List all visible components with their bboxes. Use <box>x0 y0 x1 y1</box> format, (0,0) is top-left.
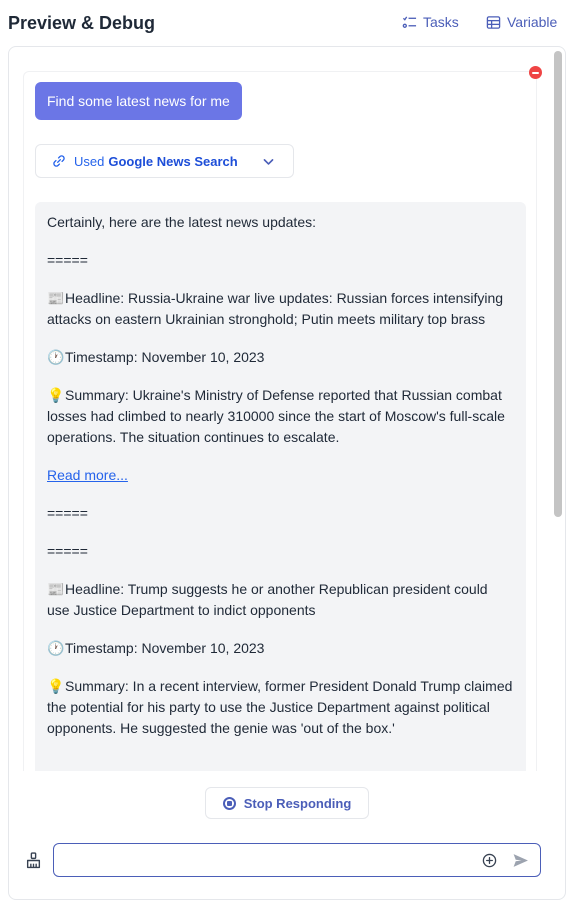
news-timestamp <box>47 347 514 368</box>
remove-icon[interactable] <box>529 66 542 79</box>
assistant-message <box>35 202 526 771</box>
stop-responding-button[interactable] <box>205 787 369 819</box>
variable-button[interactable] <box>486 14 557 30</box>
news-summary <box>47 676 514 739</box>
headline-text: Headline: Trump suggests he or another Republican president could use Justice Department to indict opponents <box>47 581 488 618</box>
response-intro: Certainly, here are the latest news updates: <box>47 214 317 230</box>
summary-text: Summary: Ukraine's Ministry of Defense reported that Russian combat losses had climbed to nearly 310000 since the start of Moscow's full-scale operations. The situation continues to escalate. <box>47 387 505 445</box>
stop-label: Stop Responding <box>243 795 352 811</box>
summary-text: Summary: In a recent interview, former President Donald Trump claimed the potential for his party to use the Justice Department against political opponents. He suggested the genie was 'out of the box.' <box>47 678 513 736</box>
scrollbar-thumb[interactable] <box>554 51 562 517</box>
tool-usage-toggle[interactable] <box>35 144 294 178</box>
conversation-area <box>23 71 537 771</box>
lightbulb-icon: 💡 <box>47 387 65 403</box>
separator: ===== <box>47 252 88 268</box>
tool-name: Google News Search <box>108 153 238 169</box>
message-input-box[interactable] <box>53 843 541 877</box>
chevron-down-icon <box>262 155 275 168</box>
separator: ===== <box>47 505 88 521</box>
timestamp-text: Timestamp: November 10, 2023 <box>65 349 265 365</box>
tasks-button[interactable] <box>402 14 459 30</box>
lightbulb-icon: 💡 <box>47 678 65 694</box>
separator: ===== <box>47 543 88 559</box>
debug-panel <box>8 46 566 900</box>
add-circle-icon[interactable] <box>482 853 497 868</box>
clock-icon: 🕐 <box>47 349 65 365</box>
header <box>0 0 577 46</box>
broom-icon[interactable] <box>25 852 42 869</box>
news-timestamp <box>47 638 514 659</box>
user-message: Find some latest news for me <box>35 82 242 120</box>
news-summary <box>47 385 514 448</box>
link-icon <box>52 154 66 168</box>
news-headline <box>47 288 514 330</box>
newspaper-icon: 📰 <box>47 581 65 597</box>
timestamp-text: Timestamp: November 10, 2023 <box>65 640 265 656</box>
tasks-icon <box>402 15 417 30</box>
stop-icon <box>223 797 236 810</box>
read-more-row <box>47 465 514 486</box>
headline-text: Headline: Russia-Ukraine war live updates: Russian forces intensifying attacks on eastern Ukrainian stronghold; Putin meets military top brass <box>47 290 504 327</box>
variable-label: Variable <box>507 14 558 30</box>
news-headline <box>47 579 514 621</box>
newspaper-icon: 📰 <box>47 290 65 306</box>
tool-used-label: Used <box>74 153 105 169</box>
table-icon <box>486 15 501 30</box>
page-title: Preview & Debug <box>8 13 156 33</box>
clock-icon: 🕐 <box>47 640 65 656</box>
read-more-link[interactable]: Read more... <box>47 467 128 483</box>
message-input[interactable] <box>62 850 462 870</box>
tasks-label: Tasks <box>423 14 459 30</box>
send-icon[interactable] <box>512 852 529 869</box>
